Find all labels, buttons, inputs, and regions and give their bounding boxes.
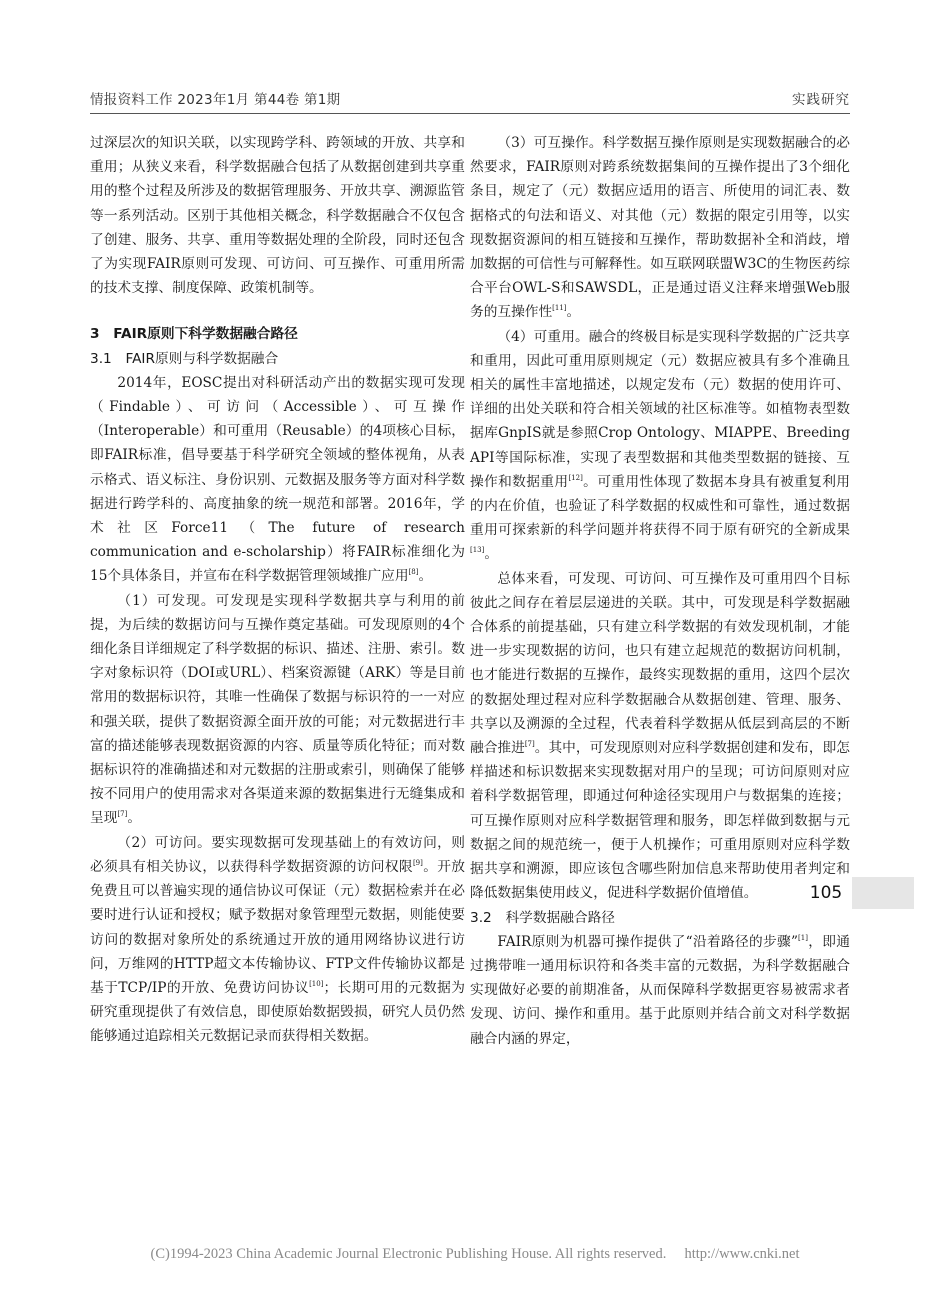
page-number: 105 — [800, 877, 852, 909]
section-label: 实践研究 — [792, 92, 850, 108]
citation[interactable]: [12] — [568, 473, 583, 482]
journal-info: 情报资料工作 2023年1月 第44卷 第1期 — [90, 92, 341, 108]
paragraph-reusable: （4）可重用。融合的终极目标是实现科学数据的广泛共享和重用，因此可重用原则规定（元）数据应被具有多个准确且相关的属性丰富地描述，以规定发布（元）数据的使用许可、详细的出处关联和符合相关领域的社区标准等。如植物表型数据库GnpIS就是参照Crop Ontology、MIAPPE、Breeding API等国际标准，实现了表型数据和其他类型数据的链接、互操作和数据重用[12]。可重用性体现了数据本身具有被重复利用的内在价值，也验证了科学数据的权威性和可靠性，通过数据重用可探索新的科学问题并将获得不同于原有研究的全新成果[13]。 — [470, 328, 850, 563]
citation[interactable]: [8] — [408, 568, 419, 577]
paragraph-accessible: （2）可访问。要实现数据可发现基础上的有效访问，则必须具有相关协议，以获得科学数据资源的访问权限[9]。开放免费且可以普遍实现的通信协议可保证（元）数据检索并在必要时进行认证和授权；赋予数据对象管理型元数据，则能使要访问的数据对象所处的系统通过开放的通用网络协议进行访问，万维网的HTTP超文本传输协议、FTP文件传输协议都是基于TCP/IP的开放、免费访问协议[10]；长期可用的元数据为研究重现提供了有效信息，即使原始数据毁损，研究人员仍然能够通过追踪相关元数据记录而获得相关数据。 — [90, 834, 465, 1045]
citation[interactable]: [7] — [117, 810, 128, 819]
subsection-heading: 3.2 科学数据融合路径 — [470, 909, 615, 926]
paragraph: FAIR原则为机器可操作提供了“沿着路径的步骤”[1]，即通过携带唯一通用标识符和各类丰富的元数据，为科学数据融合实现做好必要的前期准备，从而保障科学数据更容易被需求者发现、访问、操作和重用。基于此原则并结合前文对科学数据融合内涵的界定， — [470, 933, 850, 1047]
header-rule — [90, 113, 850, 114]
section-heading: 3 FAIR原则下科学数据融合路径 — [90, 326, 298, 343]
left-column — [90, 131, 465, 1049]
running-header — [90, 88, 850, 110]
paragraph: 2014年，EOSC提出对科研活动产出的数据实现可发现（Findable）、可访问（Accessible）、可互操作（Interoperable）和可重用（Reusable）的4项核心目标，即FAIR标准，倡导要基于科学研究全领域的整体视角，从表示格式、语义标注、身份识别、元数据及服务等方面对科学数据进行跨学科的、高度抽象的统一规范和部署。2016年，学术社区Force11（The future of research communication and e-scholarship）将FAIR标准细化为15个具体条目，并宣布在科学数据管理领域推广应用[8]。 — [90, 374, 465, 585]
right-column — [470, 131, 850, 1051]
citation[interactable]: [11] — [552, 304, 567, 313]
copyright-footer: (C)1994-2023 China Academic Journal Electronic Publishing House. All rights reserved. http://www.cnki.net — [150, 1246, 800, 1262]
paragraph-summary: 总体来看，可发现、可访问、可互操作及可重用四个目标彼此之间存在着层层递进的关联。其中，可发现是科学数据融合体系的前提基础，只有建立科学数据的有效发现机制，才能进一步实现数据的访问，也只有建立起规范的数据访问机制，也才能进行数据的互操作，最终实现数据的重用，这四个层次的数据处理过程对应科学数据融合从数据创建、管理、服务、共享以及溯源的全过程，代表着科学数据从低层到高层的不断融合推进[7]。其中，可发现原则对应科学数据创建和发布，即怎样描述和标识数据来实现数据对用户的呈现；可访问原则对应着科学数据管理，即通过何种途径实现用户与数据集的连接；可互操作原则对应科学数据管理和服务，即怎样做到数据与元数据之间的规范统一，便于人机操作；可重用原则对应科学数据共享和溯源，即应该包含哪些附加信息来帮助使用者判定和降低数据集使用歧义，促进科学数据价值增值。 — [470, 570, 850, 902]
citation[interactable]: [13] — [470, 546, 485, 555]
citation[interactable]: [1] — [798, 933, 808, 942]
paragraph: 过深层次的知识关联，以实现跨学科、跨领域的开放、共享和重用；从狭义来看，科学数据融合包括了从数据创建到共享重用的整个过程及所涉及的数据管理服务、开放共享、溯源监管等一系列活动。区别于其他相关概念，科学数据融合不仅包含了创建、服务、共享、重用等数据处理的全阶段，同时还包含了为实现FAIR原则可发现、可访问、可互操作、可重用所需的技术支撑、制度保障、政策机制等。 — [90, 135, 465, 297]
citation[interactable]: [10] — [309, 979, 324, 988]
paragraph-findable: （1）可发现。可发现是实现科学数据共享与利用的前提，为后续的数据访问与互操作奠定基础。可发现原则的4个细化条目详细规定了科学数据的标识、描述、注册、索引。数字对象标识符（DOI或URL）、档案资源键（ARK）等是目前常用的数据标识符，其唯一性确保了数据与标识符的一一对应和强关联，提供了数据资源全面开放的可能；对元数据进行丰富的描述能够表现数据资源的内容、质量等质化特征；而对数据标识符的准确描述和对元数据的注册或索引，则确保了能够按不同用户的使用需求对各渠道来源的数据集进行无缝集成和呈现[7]。 — [90, 592, 465, 827]
subsection-heading: 3.1 FAIR原则与科学数据融合 — [90, 350, 279, 367]
section-gap — [90, 300, 465, 322]
citation[interactable]: [7] — [524, 740, 535, 749]
citation[interactable]: [9] — [412, 858, 423, 867]
paragraph-interoperable: （3）可互操作。科学数据互操作原则是实现数据融合的必然要求，FAIR原则对跨系统数据集间的互操作提出了3个细化条目，规定了（元）数据应适用的语言、所使用的词汇表、数据格式的句法和语义、对其他（元）数据的限定引用等，以实现数据资源间的相互链接和互操作，帮助数据补全和消歧，增加数据的可信性与可解释性。如互联网联盟W3C的生物医药综合平台OWL-S和SAWSDL，正是通过语义注释来增强Web服务的互操作性[11]。 — [470, 135, 850, 321]
